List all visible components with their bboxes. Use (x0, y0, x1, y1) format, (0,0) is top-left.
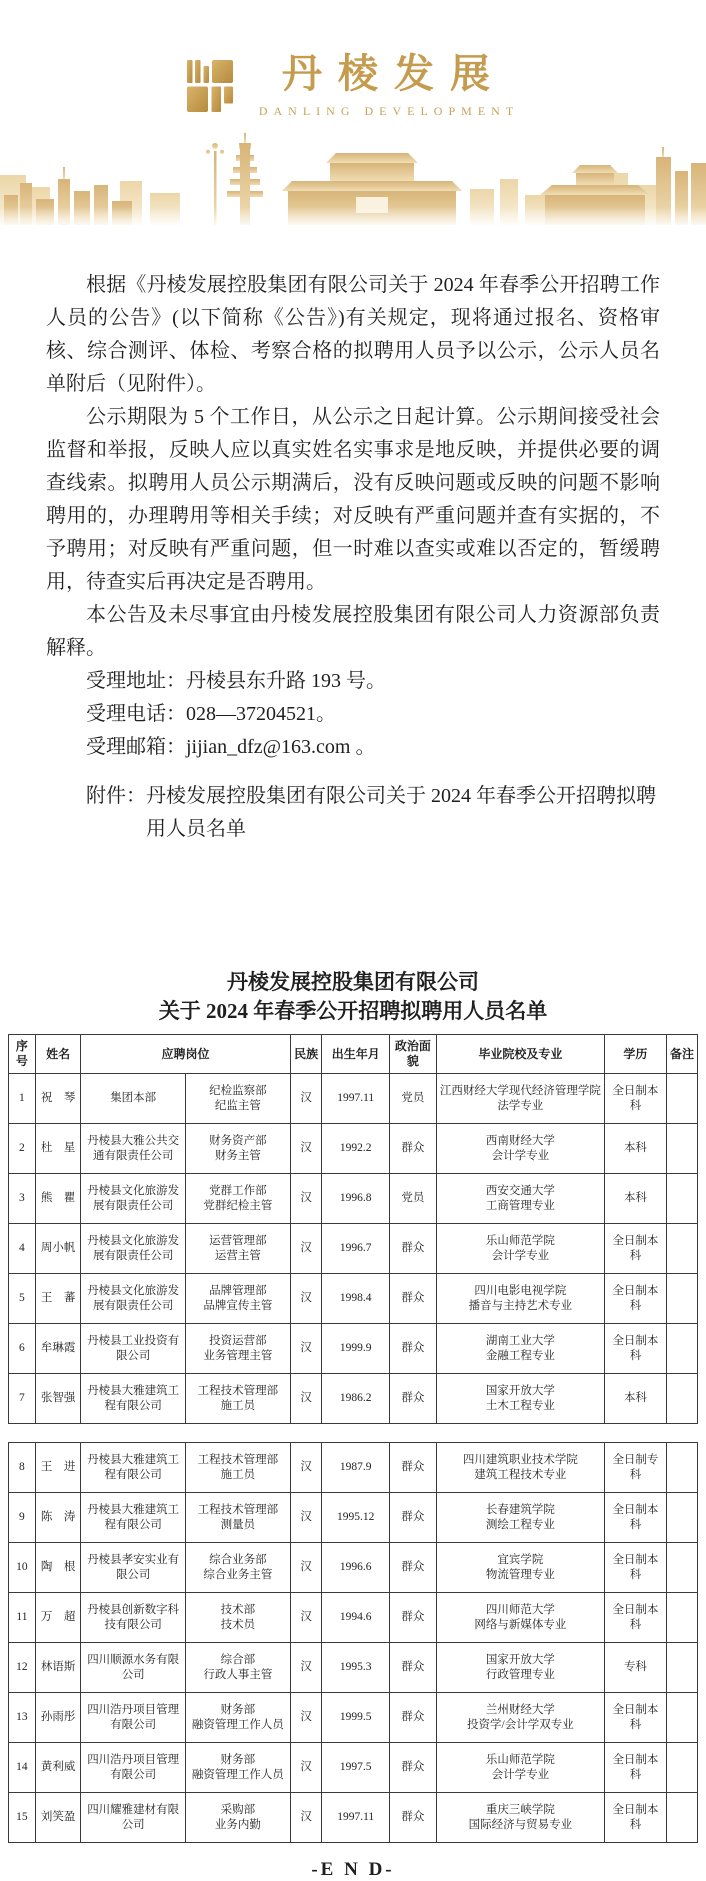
announcement-body (46, 269, 660, 764)
table-row (9, 1174, 698, 1224)
cell-school (436, 1174, 604, 1224)
cell-school-major: 物流管理专业 (485, 1568, 555, 1581)
cell-remark (666, 1174, 697, 1224)
cell-education: 全日制本科 (604, 1274, 666, 1324)
table-row (9, 1124, 698, 1174)
cell-school (436, 1493, 604, 1543)
roster-table-wrap (8, 1034, 698, 1843)
cell-school-name: 乐山师范学院 (485, 1234, 555, 1247)
cell-remark (666, 1793, 697, 1843)
cell-political: 群众 (389, 1543, 436, 1593)
cell-school-major: 网络与新媒体专业 (474, 1618, 567, 1631)
cell-political: 群众 (389, 1274, 436, 1324)
cell-school-name: 兰州财经大学 (485, 1703, 555, 1716)
cell-no: 1 (9, 1074, 36, 1124)
cell-school-name: 四川电影电视学院 (474, 1284, 567, 1297)
skyline-banner (0, 129, 706, 229)
cell-name: 熊 瞿 (35, 1174, 80, 1224)
cell-position (186, 1743, 291, 1793)
header-birth: 出生年月 (322, 1035, 390, 1074)
cell-political: 群众 (389, 1224, 436, 1274)
cell-no: 12 (9, 1643, 36, 1693)
cell-position (186, 1643, 291, 1693)
header-remark: 备注 (666, 1035, 697, 1074)
cell-company: 四川耀雅建材有限公司 (81, 1793, 186, 1843)
cell-birth: 1994.6 (322, 1593, 390, 1643)
cell-school-name: 西安交通大学 (485, 1184, 555, 1197)
cell-no: 4 (9, 1224, 36, 1274)
cell-position-role: 纪监主管 (214, 1099, 261, 1112)
cell-position-dept: 党群工作部 (209, 1184, 267, 1197)
cell-school (436, 1374, 604, 1424)
cell-ethnicity: 汉 (290, 1324, 322, 1374)
cell-school-major: 会计学专业 (491, 1149, 550, 1162)
paragraph-publicity-period: 公示期限为 5 个工作日，从公示之日起计算。公示期间接受社会监督和举报，反映人应以真实姓名实事求是地反映，并提供必要的调查线索。拟聘用人员公示期满后，没有反映问题或反映的问题不影响聘用的，办理聘用等相关手续；对反映有严重问题并查有实据的，不予聘用；对反映有严重问题，但一时难以查实或难以否定的，暂缓聘用，待查实后再决定是否聘用。 (46, 406, 660, 593)
cell-position (186, 1693, 291, 1743)
cell-birth: 1992.2 (322, 1124, 390, 1174)
cell-remark (666, 1074, 697, 1124)
cell-political: 党员 (389, 1174, 436, 1224)
cell-company: 集团本部 (81, 1074, 186, 1124)
cell-education: 全日制本科 (604, 1493, 666, 1543)
cell-position (186, 1124, 291, 1174)
table-row (9, 1743, 698, 1793)
cell-remark (666, 1374, 697, 1424)
cell-position-role: 施工员 (220, 1468, 256, 1481)
paragraph-regulation: 根据《丹棱发展控股集团有限公司关于 2024 年春季公开招聘工作人员的公告》(以下简称《公告》)有关规定，现将通过报名、资格审核、综合测评、体检、考察合格的拟聘用人员予以公示，公示人员名单附后（见附件）。 (46, 274, 660, 395)
cell-position-role: 综合业务主管 (203, 1568, 273, 1581)
cell-position-role: 技术员 (220, 1618, 256, 1631)
attachment-note (46, 780, 660, 846)
cell-no: 6 (9, 1324, 36, 1374)
cell-position-role: 测量员 (220, 1518, 256, 1531)
cell-political: 党员 (389, 1074, 436, 1124)
cell-ethnicity: 汉 (290, 1643, 322, 1693)
cell-school-name: 湖南工业大学 (485, 1334, 555, 1347)
cell-political: 群众 (389, 1593, 436, 1643)
cell-remark (666, 1274, 697, 1324)
cell-remark (666, 1224, 697, 1274)
cell-school-name: 国家开放大学 (485, 1384, 555, 1397)
roster-title-subtitle: 关于 2024 年春季公开招聘拟聘用人员名单 (158, 999, 548, 1023)
brand-title: 丹棱发展 (281, 51, 506, 96)
cell-position-role: 品牌宣传主管 (203, 1299, 273, 1312)
cell-birth: 1996.6 (322, 1543, 390, 1593)
cell-ethnicity: 汉 (290, 1124, 322, 1174)
cell-school (436, 1543, 604, 1593)
cell-birth: 1995.3 (322, 1643, 390, 1693)
cell-ethnicity: 汉 (290, 1074, 322, 1124)
cell-ethnicity: 汉 (290, 1443, 322, 1493)
brand-logo-icon (187, 60, 233, 112)
cell-position-dept: 品牌管理部 (209, 1284, 267, 1297)
cell-name: 孙雨彤 (35, 1693, 80, 1743)
cell-remark (666, 1543, 697, 1593)
cell-political: 群众 (389, 1693, 436, 1743)
cell-position (186, 1074, 291, 1124)
cell-name: 张智强 (35, 1374, 80, 1424)
table-row (9, 1543, 698, 1593)
header-name: 姓名 (35, 1035, 80, 1074)
cell-ethnicity: 汉 (290, 1543, 322, 1593)
cell-school-name: 乐山师范学院 (485, 1753, 555, 1766)
cell-company: 丹棱县文化旅游发展有限责任公司 (81, 1174, 186, 1224)
cell-company: 丹棱县文化旅游发展有限责任公司 (81, 1224, 186, 1274)
cell-position (186, 1174, 291, 1224)
cell-political: 群众 (389, 1743, 436, 1793)
cell-school-name: 四川建筑职业技术学院 (462, 1453, 578, 1466)
cell-company: 丹棱县大雅建筑工程有限公司 (81, 1374, 186, 1424)
cell-position-role: 党群纪检主管 (203, 1199, 273, 1212)
cell-position (186, 1493, 291, 1543)
cell-birth: 1997.5 (322, 1743, 390, 1793)
cell-birth: 1999.5 (322, 1693, 390, 1743)
cell-company: 四川浩丹项目管理有限公司 (81, 1743, 186, 1793)
cell-school (436, 1443, 604, 1493)
header-no: 序号 (9, 1035, 36, 1074)
cell-no: 14 (9, 1743, 36, 1793)
cell-education: 全日制本科 (604, 1543, 666, 1593)
table-row (9, 1693, 698, 1743)
cell-name: 王 进 (35, 1443, 80, 1493)
roster-title-company: 丹棱发展控股集团有限公司 (227, 970, 479, 994)
contact-phone: 受理电话：028—37204521。 (86, 703, 336, 725)
cell-position-role: 运营主管 (214, 1249, 261, 1262)
cell-political: 群众 (389, 1643, 436, 1693)
cell-no: 2 (9, 1124, 36, 1174)
cell-school-major: 土木工程专业 (485, 1399, 555, 1412)
table-row (9, 1224, 698, 1274)
cell-school-major: 建筑工程技术专业 (474, 1468, 567, 1481)
cell-education: 全日制本科 (604, 1324, 666, 1374)
cell-position-dept: 工程技术管理部 (197, 1503, 279, 1516)
attachment-label: 附件： (86, 785, 146, 807)
cell-position-role: 融资管理工作人员 (191, 1768, 284, 1781)
cell-name: 王 蕃 (35, 1274, 80, 1324)
cell-no: 9 (9, 1493, 36, 1543)
cell-ethnicity: 汉 (290, 1374, 322, 1424)
cell-remark (666, 1324, 697, 1374)
cell-school (436, 1224, 604, 1274)
cell-position (186, 1443, 291, 1493)
cell-no: 15 (9, 1793, 36, 1843)
cell-position-dept: 财务部 (220, 1703, 256, 1716)
cell-position (186, 1793, 291, 1843)
cell-school-name: 四川师范大学 (485, 1603, 555, 1616)
cell-birth: 1995.12 (322, 1493, 390, 1543)
cell-school-major: 工商管理专业 (485, 1199, 555, 1212)
cell-company: 丹棱县大雅公共交通有限责任公司 (81, 1124, 186, 1174)
cell-no: 3 (9, 1174, 36, 1224)
cell-remark (666, 1743, 697, 1793)
cell-no: 11 (9, 1593, 36, 1643)
cell-school-major: 会计学专业 (491, 1768, 550, 1781)
contact-address: 受理地址：丹棱县东升路 193 号。 (86, 670, 386, 692)
brand-text (253, 52, 519, 119)
cell-position-dept: 财务资产部 (209, 1134, 267, 1147)
cell-political: 群众 (389, 1324, 436, 1374)
header-school: 毕业院校及专业 (436, 1035, 604, 1074)
table-header-row (9, 1035, 698, 1074)
cell-school (436, 1643, 604, 1693)
cell-school (436, 1274, 604, 1324)
cell-political: 群众 (389, 1124, 436, 1174)
cell-remark (666, 1443, 697, 1493)
cell-school (436, 1593, 604, 1643)
cell-name: 万 超 (35, 1593, 80, 1643)
cell-ethnicity: 汉 (290, 1174, 322, 1224)
end-mark: -E N D- (311, 1859, 395, 1880)
cell-company: 丹棱县创新数字科技有限公司 (81, 1593, 186, 1643)
cell-position-dept: 技术部 (220, 1603, 256, 1616)
table-row (9, 1643, 698, 1693)
attachment-text: 丹棱发展控股集团有限公司关于 2024 年春季公开招聘拟聘用人员名单 (146, 785, 656, 840)
cell-education: 本科 (604, 1174, 666, 1224)
cell-position-dept: 运营管理部 (209, 1234, 267, 1247)
cell-name: 林语斯 (35, 1643, 80, 1693)
cell-name: 陶 根 (35, 1543, 80, 1593)
header-ethnicity: 民族 (290, 1035, 322, 1074)
cell-school-major: 法学专业 (497, 1099, 544, 1112)
brand-header (0, 0, 706, 119)
cell-no: 5 (9, 1274, 36, 1324)
cell-company: 丹棱县文化旅游发展有限责任公司 (81, 1274, 186, 1324)
cell-position-dept: 综合部 (220, 1653, 256, 1666)
table-row (9, 1324, 698, 1374)
cell-birth: 1987.9 (322, 1443, 390, 1493)
cell-school-major: 播音与主持艺术专业 (468, 1299, 573, 1312)
cell-position-role: 业务内勤 (214, 1818, 261, 1831)
table-row (9, 1274, 698, 1324)
cell-position-role: 业务管理主管 (203, 1349, 273, 1362)
cell-name: 陈 涛 (35, 1493, 80, 1543)
cell-ethnicity: 汉 (290, 1493, 322, 1543)
cell-birth: 1999.9 (322, 1324, 390, 1374)
contact-email: 受理邮箱：jijian_dfz@163.com 。 (86, 736, 376, 758)
cell-position (186, 1324, 291, 1374)
cell-political: 群众 (389, 1793, 436, 1843)
cell-school-major: 金融工程专业 (485, 1349, 555, 1362)
cell-name: 刘笑盈 (35, 1793, 80, 1843)
cell-school-name: 西南财经大学 (485, 1134, 555, 1147)
cell-education: 全日制专科 (604, 1443, 666, 1493)
cell-birth: 1986.2 (322, 1374, 390, 1424)
cell-remark (666, 1643, 697, 1693)
cell-political: 群众 (389, 1493, 436, 1543)
cell-position-role: 施工员 (220, 1399, 256, 1412)
cell-birth: 1997.11 (322, 1074, 390, 1124)
cell-position-dept: 工程技术管理部 (197, 1384, 279, 1397)
cell-education: 全日制本科 (604, 1693, 666, 1743)
table-row (9, 1443, 698, 1493)
cell-education: 全日制本科 (604, 1224, 666, 1274)
cell-school (436, 1124, 604, 1174)
cell-position (186, 1543, 291, 1593)
cell-school-name: 宜宾学院 (497, 1553, 544, 1566)
cell-name: 周小帆 (35, 1224, 80, 1274)
cell-remark (666, 1493, 697, 1543)
cell-position-role: 财务主管 (214, 1149, 261, 1162)
cell-position-dept: 财务部 (220, 1753, 256, 1766)
cell-remark (666, 1124, 697, 1174)
cell-company: 丹棱县大雅建筑工程有限公司 (81, 1493, 186, 1543)
cell-remark (666, 1593, 697, 1643)
table-row (9, 1074, 698, 1124)
cell-company: 丹棱县孝安实业有限公司 (81, 1543, 186, 1593)
cell-ethnicity: 汉 (290, 1693, 322, 1743)
cell-school (436, 1793, 604, 1843)
cell-school-major: 会计学专业 (491, 1249, 550, 1262)
cell-position-dept: 工程技术管理部 (197, 1453, 279, 1466)
cell-position (186, 1374, 291, 1424)
cell-education: 专科 (604, 1643, 666, 1693)
cell-name: 黄利威 (35, 1743, 80, 1793)
cell-birth: 1996.7 (322, 1224, 390, 1274)
cell-company: 四川顺源水务有限公司 (81, 1643, 186, 1693)
roster-title (0, 968, 706, 1026)
header-political: 政治面貌 (389, 1035, 436, 1074)
cell-political: 群众 (389, 1374, 436, 1424)
brand-subtitle: DANLING DEVELOPMENT (258, 104, 520, 118)
cell-education: 本科 (604, 1124, 666, 1174)
cell-ethnicity: 汉 (290, 1274, 322, 1324)
cell-political: 群众 (389, 1443, 436, 1493)
cell-education: 全日制本科 (604, 1593, 666, 1643)
cell-school-major: 投资学/会计学双专业 (467, 1718, 574, 1731)
cell-position (186, 1274, 291, 1324)
cell-education: 全日制本科 (604, 1743, 666, 1793)
table-row (9, 1593, 698, 1643)
cell-position-dept: 采购部 (220, 1803, 256, 1816)
cell-position-dept: 综合业务部 (209, 1553, 267, 1566)
cell-school-major: 国际经济与贸易专业 (468, 1818, 573, 1831)
cell-position-role: 行政人事主管 (203, 1668, 273, 1681)
roster-table-1 (8, 1034, 698, 1424)
table-row (9, 1374, 698, 1424)
cell-name: 牟琳霞 (35, 1324, 80, 1374)
cell-school-major: 行政管理专业 (485, 1668, 555, 1681)
cell-no: 10 (9, 1543, 36, 1593)
cell-position (186, 1224, 291, 1274)
cell-position-dept: 纪检监察部 (209, 1084, 267, 1097)
cell-no: 13 (9, 1693, 36, 1743)
cell-ethnicity: 汉 (290, 1743, 322, 1793)
header-position: 应聘岗位 (81, 1035, 290, 1074)
cell-position-dept: 投资运营部 (209, 1334, 267, 1347)
cell-company: 丹棱县大雅建筑工程有限公司 (81, 1443, 186, 1493)
cell-remark (666, 1693, 697, 1743)
cell-school (436, 1074, 604, 1124)
cell-ethnicity: 汉 (290, 1793, 322, 1843)
cell-school-major: 测绘工程专业 (485, 1518, 555, 1531)
cell-school-name: 国家开放大学 (485, 1653, 555, 1666)
cell-ethnicity: 汉 (290, 1224, 322, 1274)
cell-birth: 1998.4 (322, 1274, 390, 1324)
table-row (9, 1493, 698, 1543)
cell-no: 7 (9, 1374, 36, 1424)
cell-position (186, 1593, 291, 1643)
cell-school (436, 1693, 604, 1743)
cell-no: 8 (9, 1443, 36, 1493)
cell-school-name: 长春建筑学院 (485, 1503, 555, 1516)
cell-company: 四川浩丹项目管理有限公司 (81, 1693, 186, 1743)
roster-table-2 (8, 1442, 698, 1843)
cell-school (436, 1324, 604, 1374)
cell-birth: 1996.8 (322, 1174, 390, 1224)
cell-company: 丹棱县工业投资有限公司 (81, 1324, 186, 1374)
cell-school-name: 重庆三峡学院 (485, 1803, 555, 1816)
cell-education: 全日制本科 (604, 1793, 666, 1843)
cell-birth: 1997.11 (322, 1793, 390, 1843)
cell-school (436, 1743, 604, 1793)
cell-education: 全日制本科 (604, 1074, 666, 1124)
cell-education: 本科 (604, 1374, 666, 1424)
banner-fade (0, 207, 706, 229)
cell-school-name: 江西财经大学现代经济管理学院 (439, 1084, 601, 1097)
header-education: 学历 (604, 1035, 666, 1074)
cell-name: 杜 星 (35, 1124, 80, 1174)
paragraph-interpretation: 本公告及未尽事宜由丹棱发展控股集团有限公司人力资源部负责解释。 (46, 604, 660, 659)
cell-position-role: 融资管理工作人员 (191, 1718, 284, 1731)
table-row (9, 1793, 698, 1843)
cell-ethnicity: 汉 (290, 1593, 322, 1643)
cell-name: 祝 琴 (35, 1074, 80, 1124)
